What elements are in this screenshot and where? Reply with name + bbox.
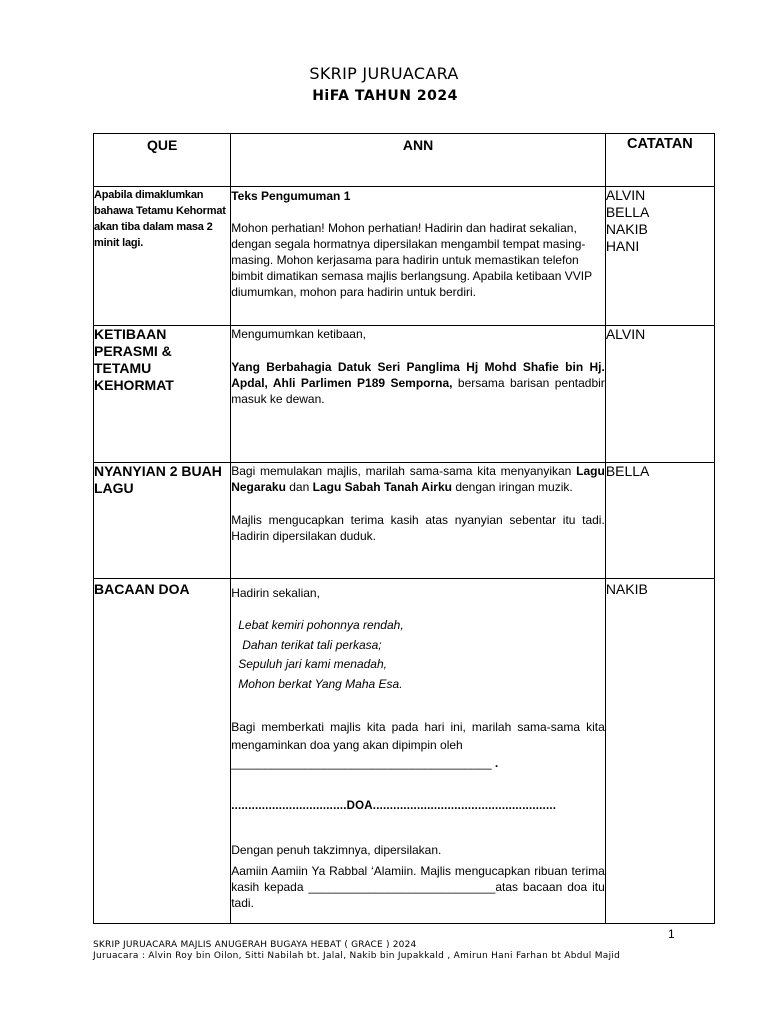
document-title: SKRIP JURUACARA: [309, 64, 459, 83]
announcement-body: Mohon perhatian! Mohon perhatian! Hadirin dan hadirat sekalian, dengan segala hormatnya dipersilakan mengambil tempat masing-masing. Mohon kerjasama para hadirin untuk memastikan telefon bimbit dimatikan semasa majlis berlangsung. Apabila ketibaan VVIP diumumkan, mohon para hadirin untuk berdiri.: [231, 221, 592, 299]
pantun-line: Sepuluh jari kami menadah,: [238, 657, 387, 671]
announcement-body: Dengan penuh takzimnya, dipersilakan.: [231, 843, 442, 857]
announcement-intro: Mengumumkan ketibaan,: [231, 327, 366, 341]
catatan-cell: [605, 187, 714, 326]
catatan-cell: NAKIB: [605, 579, 714, 924]
footer-title: SKRIP JURUACARA MAJLIS ANUGERAH BUGAYA HEBAT ( GRACE ) 2024: [93, 940, 417, 950]
page-number: 1: [668, 927, 675, 941]
catatan-name: HANI: [605, 238, 640, 254]
que-cell: Apabila dimaklumkan bahawa Tetamu Kehormat akan tiba dalam masa 2 minit lagi.: [94, 187, 231, 326]
catatan-cell: ALVIN: [605, 326, 714, 463]
ann-cell: [231, 187, 606, 326]
guest-name: Yang Berbahagia Datuk Seri Panglima Hj Mohd Shafie bin Hj. Apdal, Ahli Parlimen P189 Semporna,: [231, 360, 605, 390]
table-row: [94, 463, 715, 579]
announcement-body: Aamiin Aamiin Ya Rabbal ‘Alamiin. Majlis mengucapkan ribuan terima kasih kepada ____________________________atas bacaan doa itu tadi.: [231, 864, 605, 910]
song-title: Lagu Sabah Tanah Airku: [312, 480, 452, 494]
catatan-name: NAKIB: [605, 221, 648, 237]
header-ann: ANN: [231, 134, 606, 187]
que-cell: KETIBAAN PERASMI & TETAMU KEHORMAT: [94, 326, 231, 463]
ann-cell: [231, 463, 606, 579]
document-subtitle: HiFA TAHUN 2024: [312, 88, 458, 104]
ann-cell: [231, 326, 606, 463]
pantun-line: Lebat kemiri pohonnya rendah,: [238, 618, 404, 632]
que-cell: BACAAN DOA: [94, 579, 231, 924]
name-blank: ____________________________: [308, 880, 496, 894]
ann-cell: [231, 579, 606, 924]
table-row: [94, 187, 715, 326]
doa-placeholder: ..................................DOA......................................................: [231, 800, 557, 812]
header-catatan: CATATAN: [605, 134, 714, 187]
announcement-body: Bagi memulakan majlis, marilah sama-sama kita menyanyikan Lagu Negaraku dan Lagu Sabah Tanah Airku dengan iringan muzik.: [231, 464, 605, 494]
announcement-body: Yang Berbahagia Datuk Seri Panglima Hj Mohd Shafie bin Hj. Apdal, Ahli Parlimen P189 Semporna, bersama barisan pentadbir masuk ke dewan.: [231, 360, 605, 406]
table-row: [94, 326, 715, 463]
catatan-name: ALVIN: [605, 187, 646, 203]
que-cell: NYANYIAN 2 BUAH LAGU: [94, 463, 231, 579]
catatan-name: BELLA: [605, 204, 650, 220]
announcement-body: Majlis mengucapkan terima kasih atas nyanyian sebentar itu tadi. Hadirin dipersilakan duduk.: [231, 513, 605, 543]
footer-emcees: Juruacara : Alvin Roy bin Oilon, Sitti Nabilah bt. Jalal, Nakib bin Jupakkald , Amirun Hani Farhan bt Abdul Majid: [93, 951, 621, 961]
table-row: [94, 579, 715, 924]
song-title: Lagu Negaraku: [231, 464, 605, 494]
script-table: [93, 133, 715, 924]
pantun: [231, 616, 605, 694]
announcement-intro: Hadirin sekalian,: [231, 586, 320, 600]
announcement-body: Bagi memberkati majlis kita pada hari ini, marilah sama-sama kita mengaminkan doa yang akan dipimpin oleh _______________________________________ .: [231, 720, 605, 770]
pantun-line: Dahan terikat tali perkasa;: [242, 637, 382, 652]
name-blank: _______________________________________: [231, 756, 492, 770]
announcement-title: Teks Pengumuman 1: [231, 189, 351, 203]
table-header-row: [94, 134, 715, 187]
pantun-line: Mohon berkat Yang Maha Esa.: [238, 676, 403, 691]
catatan-cell: BELLA: [605, 463, 714, 579]
header-que: QUE: [94, 134, 231, 187]
